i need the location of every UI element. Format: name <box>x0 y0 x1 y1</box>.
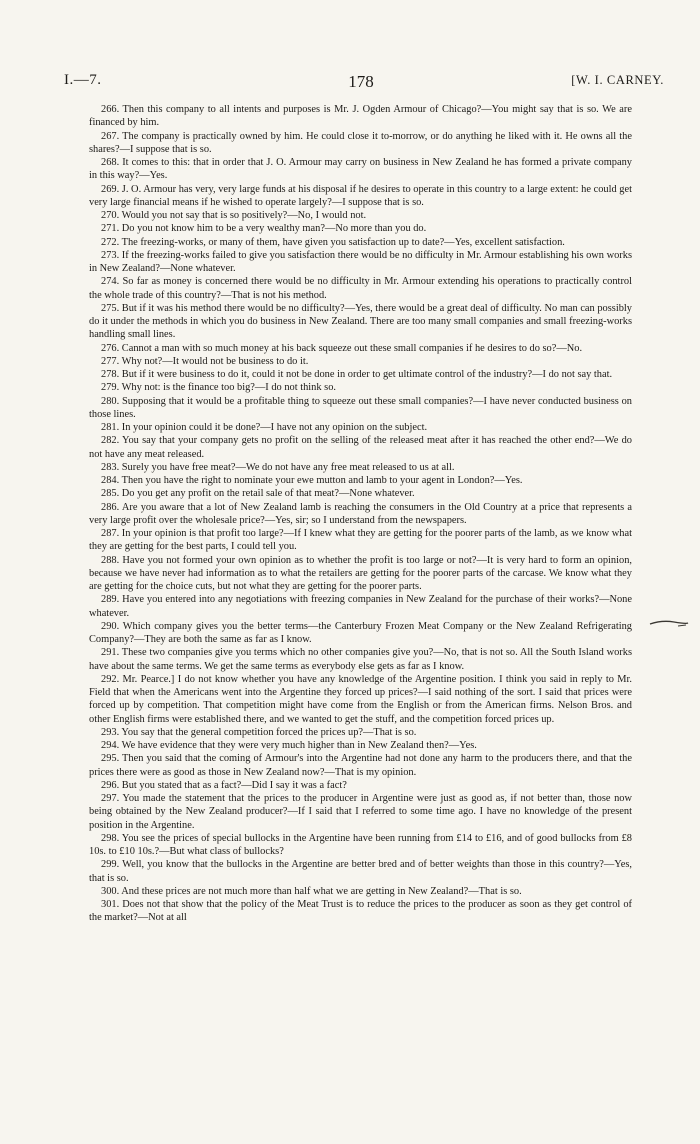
question-291: 291. These two companies give you terms which no other companies give you?—No, that is not so. All the South Island works have about the same terms. We get the same terms as everybody else gets as far as I know. <box>89 647 632 672</box>
question-284: 284. Then you have the right to nominate your ewe mutton and lamb to your agent in London?—Yes. <box>101 475 523 486</box>
page-header <box>64 72 664 94</box>
margin-pencil-mark <box>648 614 690 632</box>
question-290: 290. Which company gives you the better terms—the Canterbury Frozen Meat Company or the New Zealand Refrigerating Company?—They are both the same as far as I know. <box>89 620 632 645</box>
question-283: 283. Surely you have free meat?—We do not have any free meat released to us at all. <box>101 461 455 473</box>
question-300: 300. And these prices are not much more than half what we are getting in New Zealand?—That is so. <box>101 885 522 897</box>
question-286: 286. Are you aware that a lot of New Zealand lamb is reaching the consumers in the Old Country at a price that represents a very large profit over the wholesale price?—Yes, sir; so I understand from the newspapers. <box>89 501 632 526</box>
question-273: 273. If the freezing-works failed to give you satisfaction there would be no difficulty in Mr. Armour establishing his own works in New Zealand?—None whatever. <box>89 249 632 274</box>
question-274: 274. So far as money is concerned there would be no difficulty in Mr. Armour extending his operations to practically control the whole trade of this country?—That is not his method. <box>89 276 632 301</box>
question-276: 276. Cannot a man with so much money at his back squeeze out these small companies if he desires to do so?—No. <box>101 342 583 354</box>
paper-reference: I.—7. <box>64 72 102 88</box>
question-272: 272. The freezing-works, or many of them, have given you satisfaction up to date?—Yes, excellent satisfaction. <box>101 236 565 248</box>
question-292: 292. Mr. Pearce.] I do not know whether you have any knowledge of the Argentine position. I think you said in reply to Mr. Field that when the Americans went into the Argentine they forced up prices?—I said nothing of the sort. I said that prices were forced up by competition. That competition might have come from the English or from the American firms. Nelson Bros. and other English firms were established there, and we wanted to get the stuff, and the competition forced prices up. <box>89 673 632 725</box>
question-287: 287. In your opinion is that profit too large?—If I knew what they are getting for the poorer parts of the lamb, as we know what they are getting for the best parts, I could tell you. <box>89 528 632 553</box>
question-278: 278. But if it were business to do it, could it not be done in order to get ultimate control of the industry?—I do not say that. <box>101 369 613 380</box>
question-268: 268. It comes to this: that in order that J. O. Armour may carry on business in New Zealand he has formed a private company in this way?—Yes. <box>89 157 632 182</box>
question-289: 289. Have you entered into any negotiations with freezing companies in New Zealand for the purchase of their works?—None whatever. <box>89 594 632 619</box>
page-number: 178 <box>348 72 374 91</box>
question-299: 299. Well, you know that the bullocks in the Argentine are better bred and of better weights than those in this country?—Yes, that is so. <box>89 859 632 884</box>
question-285: 285. Do you get any profit on the retail sale of that meat?—None whatever. <box>101 488 415 500</box>
question-281: 281. In your opinion could it be done?—I have not any opinion on the subject. <box>101 422 428 433</box>
question-293: 293. You say that the general competition forced the prices up?—That is so. <box>101 726 417 738</box>
question-267: 267. The company is practically owned by him. He could close it to-morrow, or do anything he liked with it. He owns all the shares?—I suppose that is so. <box>89 130 632 155</box>
question-269: 269. J. O. Armour has very, very large funds at his disposal if he desires to operate in this country to a large extent: he could get very large financial means if he wished to operate largely?—I suppose that is so. <box>89 183 632 208</box>
witness-name: [W. I. CARNEY. <box>571 73 664 87</box>
question-280: 280. Supposing that it would be a profitable thing to squeeze out these small companies?—I have never conducted business on those lines. <box>89 395 632 420</box>
question-294: 294. We have evidence that they were very much higher than in New Zealand then?—Yes. <box>101 740 477 751</box>
question-271: 271. Do you not know him to be a very wealthy man?—No more than you do. <box>101 223 427 235</box>
question-298: 298. You see the prices of special bullocks in the Argentine have been running from £14 to £16, and of good bullocks from £8 10s. to £10 10s.?—But what class of bullocks? <box>89 832 632 857</box>
question-275: 275. But if it was his method there would be no difficulty?—Yes, there would be a great deal of difficulty. No man can possibly do it under the methods in which you do business in New Zealand. There are too many small companies and small freezing-works handling small lines. <box>89 302 632 341</box>
question-277: 277. Why not?—It would not be business to do it. <box>101 355 309 367</box>
question-296: 296. But you stated that as a fact?—Did I say it was a fact? <box>101 779 347 791</box>
question-266: 266. Then this company to all intents and purposes is Mr. J. Ogden Armour of Chicago?—You might say that is so. We are financed by him. <box>89 104 632 129</box>
testimony-body <box>89 103 632 925</box>
question-295: 295. Then you said that the coming of Armour's into the Argentine had not done any harm to the producers there, and that the prices there were as good as those in New Zealand now?—That is my opinion. <box>89 753 632 778</box>
question-279: 279. Why not: is the finance too big?—I do not think so. <box>101 382 337 394</box>
question-288: 288. Have you not formed your own opinion as to whether the profit is too large or not?—It is very hard to form an opinion, because we have never had information as to what the retailers are getting for the poorer parts of the carcase. We know what they are getting for the choice cuts, but not what they are getting for the poorer parts. <box>89 554 632 592</box>
question-297: 297. You made the statement that the prices to the producer in Argentine were just as good as, if not better than, those now being obtained by the New Zealand producer?—If I said that I referred to some time ago. I have no knowledge of the present position in the Argentine. <box>89 793 632 831</box>
question-282: 282. You say that your company gets no profit on the selling of the released meat after it has reached the other end?—We do not have any meat released. <box>89 435 632 460</box>
question-301: 301. Does not that show that the policy of the Meat Trust is to reduce the prices to the producer as soon as they get control of the market?—Not at all <box>89 899 632 924</box>
question-270: 270. Would you not say that is so positively?—No, I would not. <box>101 210 367 221</box>
